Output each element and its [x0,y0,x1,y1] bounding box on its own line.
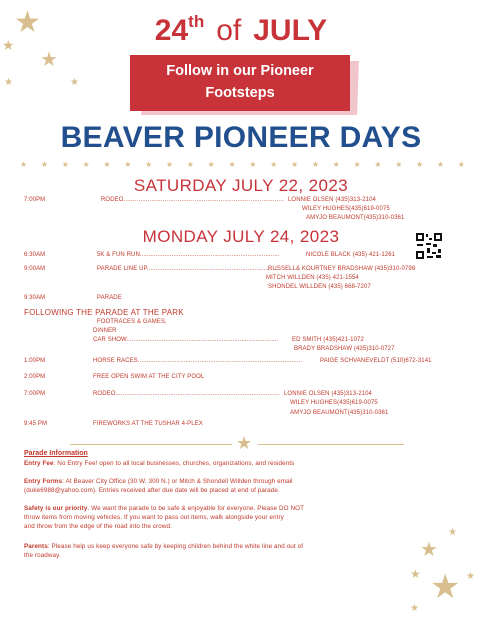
park-heading: FOLLOWING THE PARADE AT THE PARK [24,308,184,317]
title-date [0,14,482,48]
title-month: JULY [253,14,328,47]
star-icon: ★ [270,160,278,169]
event-name: PARADE [97,295,122,301]
event-name: PARADE LINE UP........................................................................... [97,266,280,272]
qr-code[interactable] [415,232,443,260]
star-icon: ★ [410,567,421,581]
event-name: HORSE RACES............................................................................................. [93,358,303,364]
parents-label: Parents [24,543,48,550]
event-name: 5K & FUN RUN............................................................................... [97,252,280,258]
safety-text: throw items from moving vehicles. If you want to pass out items, walk alongside your entry [24,514,284,521]
star-icon: ★ [61,160,69,169]
star-icon: ★ [4,77,13,88]
event-name: RODEO............................................................................................. [93,391,280,397]
monday-heading: MONDAY JULY 24, 2023 [142,227,340,246]
event-time: 9:45 PM [24,421,48,427]
event-time: 2:00PM [24,374,46,380]
title-day-number: 24 [154,14,189,47]
park-item: DINNER [93,328,117,334]
star-icon: ★ [82,160,90,169]
star-icon: ★ [436,160,445,169]
event-contact: LONNIE OLSEN (435)313-2104 [288,197,376,203]
star-icon: ★ [2,37,15,53]
event-contact: MITCH WILLDEN (435) 421-1554 [266,275,359,281]
parents-text: the roadway. [24,552,61,559]
star-icon: ★ [20,160,28,169]
star-icon: ★ [332,160,340,169]
star-icon: ★ [457,160,465,169]
entry-forms-text: (duke6988@yahoo.com). Entries received after due date will be placed at end of parade. [24,487,280,494]
banner-line-1: Follow in our Pioneer [166,63,314,79]
star-icon: ★ [103,160,111,169]
star-icon: ★ [207,160,215,169]
star-icon: ★ [124,160,132,169]
star-icon: ★ [165,160,174,169]
event-time: 6:30AM [24,252,46,258]
event-name-text: 5K & FUN RUN [97,252,140,258]
safety-text: and throw from the edge of the road into the crowd. [24,523,172,530]
entry-fee-text [24,460,294,467]
star-icon: ★ [228,160,236,169]
star-icon: ★ [236,433,253,453]
event-contact: RUSSELL& KOURTNEY BRADSHAW (435)310-0798 [268,266,416,272]
star-icon: ★ [430,568,461,606]
star-icon: ★ [290,160,299,169]
event-name-text: CAR SHOW [93,337,127,343]
title-day-suffix: th [188,12,205,31]
parents-text [24,543,303,550]
entry-forms-body: : At Beaver City Office (30 W. 300 N.) or Mitch & Shondell Willden through email [62,478,293,485]
event-contact: WILEY HUGHES(435)619-0075 [290,400,378,406]
event-name: RODEO...................................................................................... [101,197,285,203]
banner-line-2: Footsteps [205,85,275,101]
star-icon: ★ [353,160,361,169]
entry-forms-text [24,478,293,485]
safety-body: . We want the parade to be safe & enjoyable for everyone. Please DO NOT [87,505,305,512]
event-name-text: HORSE RACES [93,358,138,364]
event-contact: AMYJO BEAUMONT(435)310-0361 [306,215,405,221]
divider-line [70,444,232,445]
saturday-heading: SATURDAY JULY 22, 2023 [133,176,349,195]
park-item: FOOTRACES & GAMES, [97,319,167,325]
star-icon: ★ [249,160,257,169]
event-contact: BRADY BRADSHAW (435)310-0727 [294,346,395,352]
event-name: CAR SHOW...................................................................................... [93,337,279,343]
star-icon: ★ [311,160,319,169]
star-icon: ★ [410,603,419,614]
star-icon: ★ [40,49,58,71]
event-name-text: PARADE LINE UP [97,266,147,272]
star-divider [20,160,465,169]
star-icon: ★ [395,160,403,169]
event-contact: AMYJO BEAUMONT(435)310-0361 [290,410,389,416]
event-contact: ED SMITH (435)421-1072 [292,337,364,343]
event-name: FIREWORKS AT THE TUSHAR 4-PLEX [93,421,203,427]
event-time: 7:00PM [24,391,46,397]
parents-body: : Please help us keep everyone safe by keeping children behind the white line and out of [47,543,304,550]
star-icon: ★ [40,160,49,169]
event-contact: LONNIE OLSEN (435)313-2104 [284,391,372,397]
event-time: 9:00AM [24,266,46,272]
star-icon: ★ [145,160,153,169]
title-of: of [216,14,242,47]
event-name: FREE OPEN SWIM AT THE CITY POOL [93,374,205,380]
divider-line [258,444,404,445]
banner [130,55,350,111]
star-icon: ★ [420,539,438,561]
event-name-text: RODEO [93,391,116,397]
event-contact: NICOLE BLACK (435) 421-1261 [306,252,396,258]
star-icon: ★ [374,160,382,169]
entry-forms-label: Entry Forms [24,478,63,485]
entry-fee-body: : No Entry Fee! open to all local businesses, churches, organizations, and residents [53,460,295,467]
event-contact: PAIGE SCHVANEVELDT (510)672-3141 [320,358,432,364]
star-icon: ★ [186,160,194,169]
event-time: 7:00PM [24,197,46,203]
event-time: 9:30AM [24,295,46,301]
event-title: BEAVER PIONEER DAYS [60,121,422,154]
star-icon: ★ [466,571,475,582]
event-contact: WILEY HUGHES(435)619-0075 [302,206,390,212]
star-icon: ★ [416,160,424,169]
event-time: 1:00PM [24,358,46,364]
info-heading: Parade Information [24,450,88,457]
event-name-text: RODEO [101,197,124,203]
star-icon: ★ [14,6,41,39]
star-icon: ★ [448,527,457,538]
safety-text [24,505,304,512]
safety-label: Safety is our priority [24,505,88,512]
star-icon: ★ [70,77,79,88]
entry-fee-label: Entry Fee [24,460,54,467]
event-contact: SHONDEL WILLDEN (435) 668-7207 [268,284,371,290]
